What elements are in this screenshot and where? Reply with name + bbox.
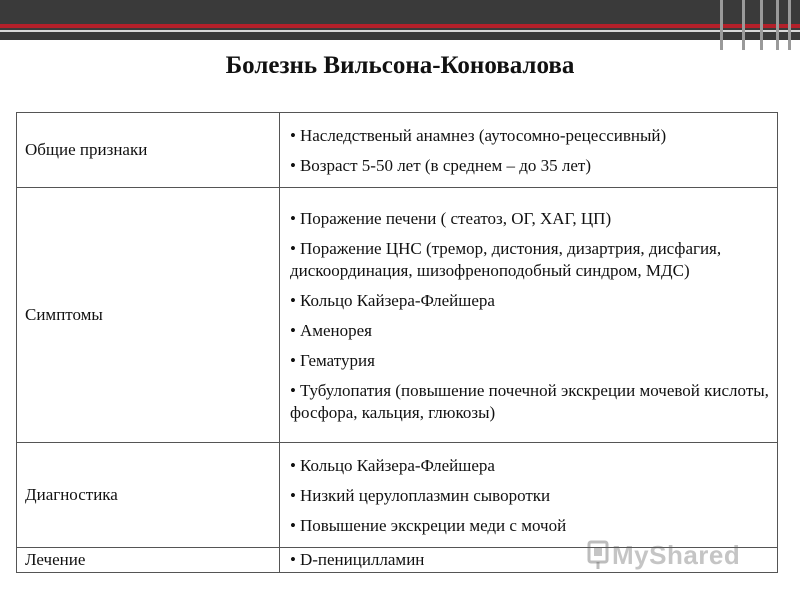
table-row	[17, 188, 778, 443]
row-label: Лечение	[17, 548, 280, 573]
info-table	[16, 112, 778, 573]
watermark: MyShared	[612, 540, 741, 570]
list-item: • Аменорея	[290, 320, 769, 342]
list-item: • Повышение экскреции меди с мочой	[290, 515, 769, 537]
list-item: • Тубулопатия (повышение почечной экскреции мочевой кислоты, фосфора, кальция, глюкозы)	[290, 380, 769, 424]
list-item: • Низкий церулоплазмин сыворотки	[290, 485, 769, 507]
list-item: • Кольцо Кайзера-Флейшера	[290, 290, 769, 312]
list-item: • Возраст 5-50 лет (в среднем – до 35 лет)	[290, 155, 769, 177]
decor-stripes	[680, 0, 800, 50]
table-row	[17, 443, 778, 548]
row-label: Диагностика	[17, 443, 280, 548]
list-item: • Наследственый анамнез (аутосомно-рецессивный)	[290, 125, 769, 147]
row-content	[280, 188, 778, 443]
list-item: • Поражение ЦНС (тремор, дистония, дизартрия, дисфагия, дискоординация, шизофреноподобный синдром, МДС)	[290, 238, 769, 282]
row-content	[280, 443, 778, 548]
row-label: Общие признаки	[17, 113, 280, 188]
list-item: • Кольцо Кайзера-Флейшера	[290, 455, 769, 477]
list-item: • Гематурия	[290, 350, 769, 372]
row-label: Симптомы	[17, 188, 280, 443]
presentation-icon	[586, 540, 610, 570]
list-item: • Поражение печени ( стеатоз, ОГ, ХАГ, ЦП)	[290, 208, 769, 230]
table-row	[17, 113, 778, 188]
slide-title: Болезнь Вильсона-Коновалова	[225, 52, 575, 79]
list-item: • D-пеницилламин	[290, 549, 769, 571]
row-content	[280, 113, 778, 188]
